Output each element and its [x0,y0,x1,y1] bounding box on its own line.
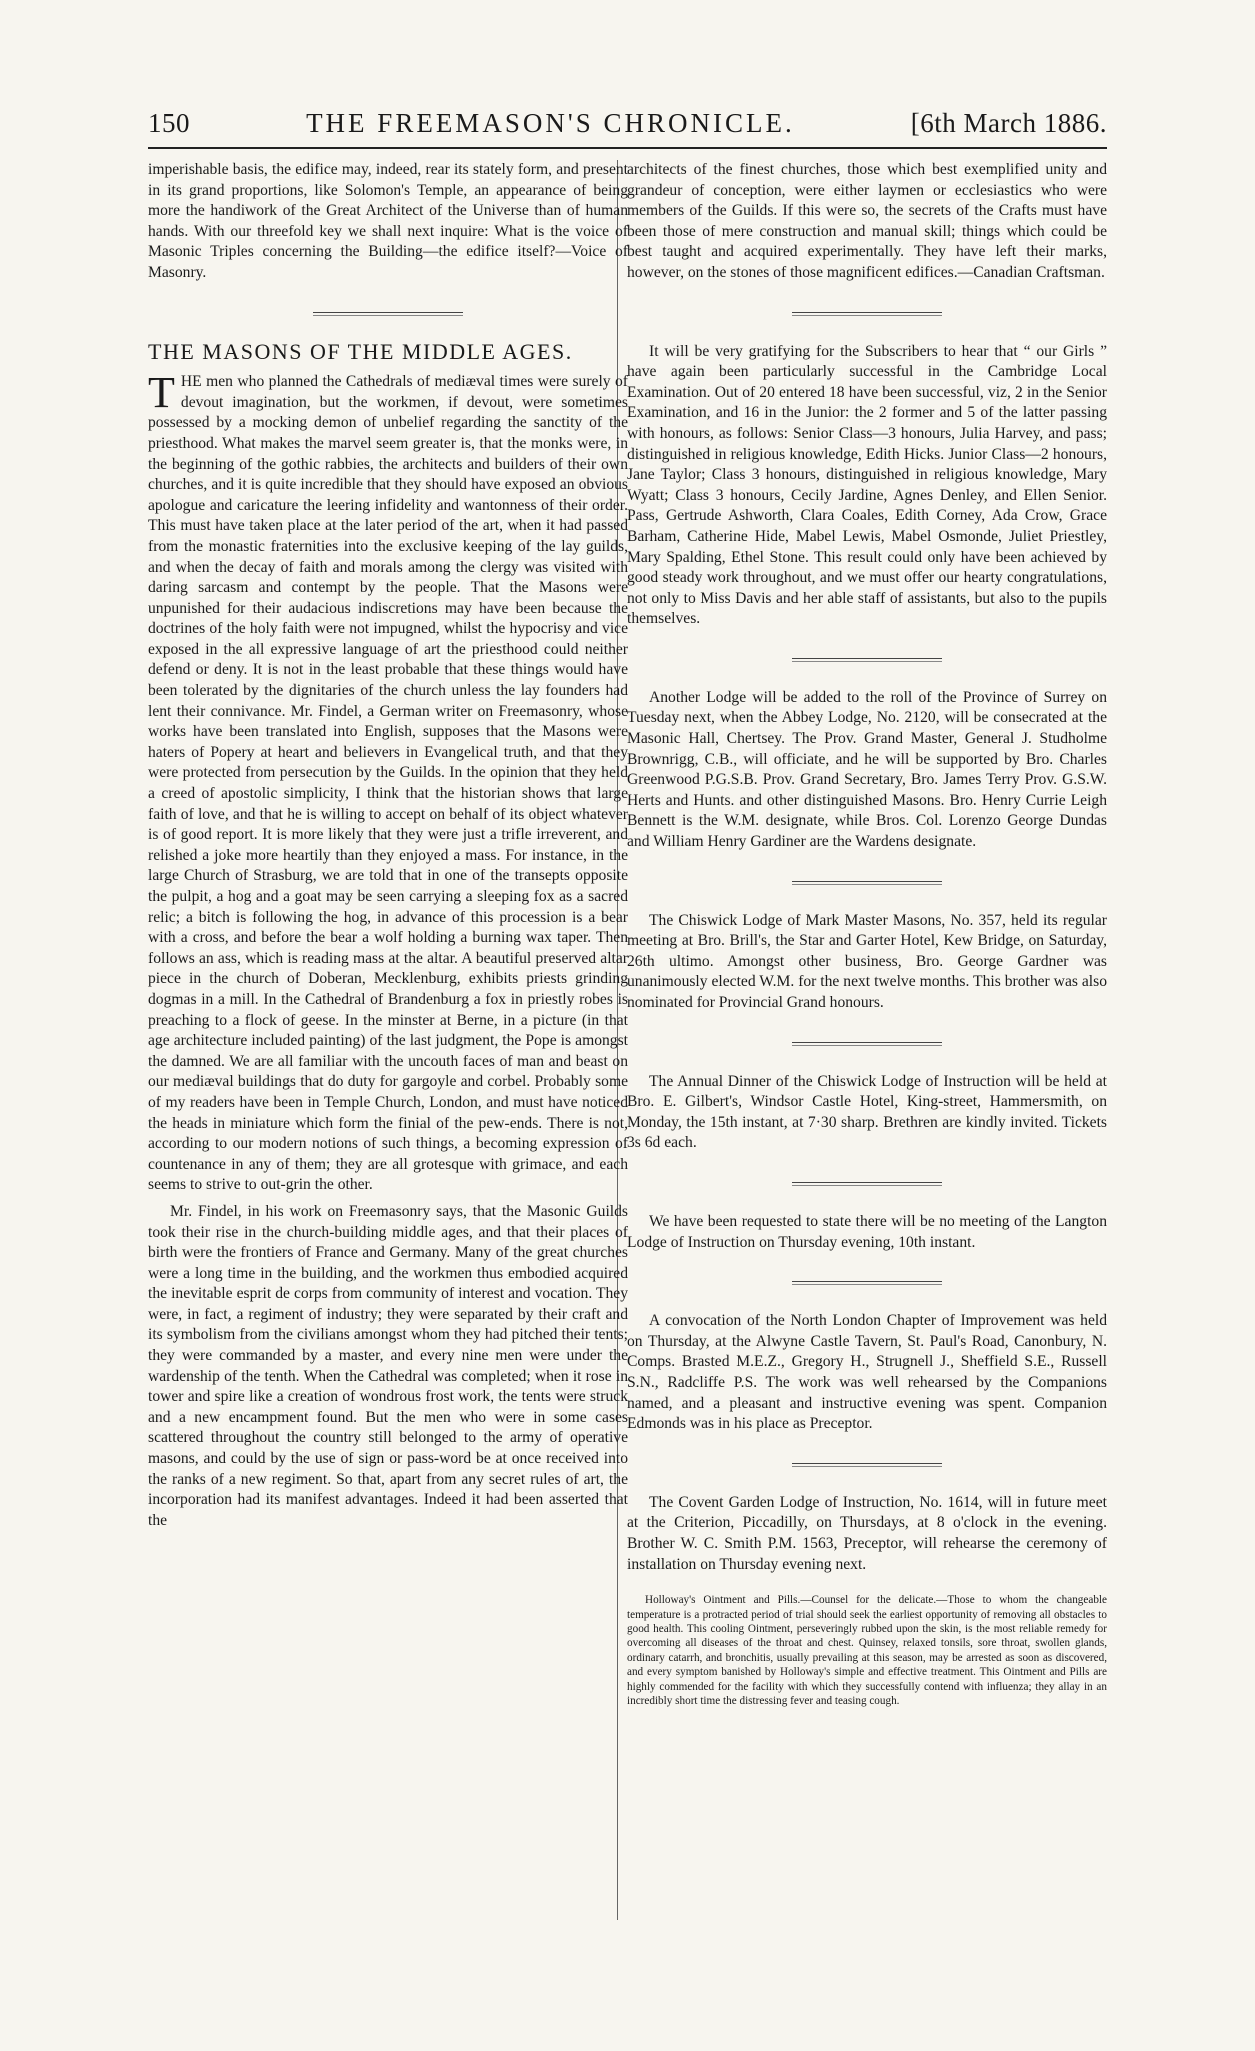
section-separator [792,881,942,885]
drop-cap: T [148,368,175,418]
left-column [148,160,628,1537]
page-header [148,108,1107,142]
section-separator [792,658,942,662]
article-paragraph [148,368,628,1196]
header-rule [148,147,1107,149]
news-item-covent-garden: The Covent Garden Lodge of Instruction, No. 1614, will in future meet at the Criterion, Piccadilly, on Thursdays, at 8 o'clock in the evening. Brother W. C. Smith P.M. 1563, Preceptor, will rehearse the ceremony of installation on Thursday evening next. [627,1493,1107,1573]
news-item-north-london-chapter: A convocation of the North London Chapter of Improvement was held on Thursday, at the Alwyne Castle Tavern, St. Paul's Road, Canonbury, N. Comps. Brasted M.E.Z., Gregory H., Strugnell J., Sheffield S.E., Russell S.N., Radcliffe P.S. The work was well rehearsed by the Companions named, and a pleasant and instructive evening was spent. Companion Edmonds was in his place as Preceptor. [627,1312,1107,1433]
article-heading: THE MASONS OF THE MIDDLE AGES. [148,338,573,364]
continued-paragraph: architects of the finest churches, those which best exemplified unity and grandeur of conception, were either laymen or ecclesiastics who were members of the Guilds. If this were so, the secrets of the Crafts must have been those of mere construction and manual skill; things which could be best taught and acquired experimentally. They have left their marks, however, on the stones of those magnificent edifices.—Canadian Craftsman. [627,161,1107,281]
news-item-langton-lodge: We have been requested to state there will be no meeting of the Langton Lodge of Instruction on Thursday evening, 10th instant. [627,1212,1107,1251]
news-item-girls-exam: It will be very gratifying for the Subscribers to hear that “ our Girls ” have again been particularly successful in the Cambridge Local Examination. Out of 20 entered 18 have been successful, viz, 2 in the Senior Examination, and 16 in the Junior: the 2 former and 5 of the latter passing with honours, as follows: Senior Class—3 honours, Julia Harvey, and pass; distinguished in religious knowledge, Edith Hicks. Junior Class—2 honours, Jane Taylor; Class 3 honours, distinguished in religious knowledge, Mary Wyatt; Class 3 honours, Cecily Jardine, Agnes Denley, and Ellen Senior. Pass, Gertrude Ashworth, Clara Coales, Edith Corney, Ada Crow, Grace Barham, Catherine Hide, Mabel Lewis, Mabel Osmonde, Juliet Priestley, Mary Spalding, Ethel Stone. This result could only have been achieved by good steady work throughout, and we must offer our hearty congratulations, not only to Miss Davis and her able staff of assistants, but also to the pupils themselves. [627,342,1107,628]
article-paragraph-2: Mr. Findel, in his work on Freemasonry says, that the Masonic Guilds took their rise in the church-building middle ages, and that their places of birth were the frontiers of France and Germany. Many of the great churches were a long time in the building, and the workmen thus embodied acquired the inevitable esprit de corps from community of interest and vocation. They were, in fact, a regiment of industry; they were separated by their craft and its symbolism from the civilians amongst whom they had pitched their tents; they were commanded by a master, and every nine men were under the wardenship of the tenth. When the Cathedral was completed; when it rose in tower and spire like a creation of wondrous frost work, the tents were struck and a new encampment found. But the men who were in some cases scattered throughout the country still belonged to the army of operative masons, and could by the use of sign or pass-word be at once received into the ranks of a new regiment. So that, apart from any secret rules of art, the incorporation had its manifest advantages. Indeed it had been asserted that the [148,1202,628,1529]
advertisement-holloway: Holloway's Ointment and Pills.—Counsel for the delicate.—Those to whom the changeable temperature is a protracted period of trial should seek the earliest opportunity of removing all obstacles to good health. This cooling Ointment, perseveringly rubbed upon the skin, is the most reliable remedy for overcoming all diseases of the throat and chest. Quinsey, relaxed tonsils, sore throat, swollen glands, ordinary catarrh, and bronchitis, usually prevailing at this season, may be arrested as soon as discovered, and every symptom banished by Holloway's simple and effective treatment. This Ointment and Pills are highly commended for the facility with which they successfully contend with influenza; they allay in an incredibly short time the distressing fever and teasing cough. [627,1594,1107,1707]
publication-title: THE FREEMASON'S CHRONICLE. [306,108,795,138]
intro-paragraph: imperishable basis, the edifice may, indeed, rear its stately form, and present in its grand proportions, like Solomon's Temple, an appearance of being more the handiwork of the Great Architect of the Universe than of human hands. With our threefold key we shall next inquire: What is the voice of Masonic Triples concerning the Building—the edifice itself?—Voice of Masonry. [148,161,628,281]
section-separator [792,1042,942,1046]
section-separator [313,312,463,316]
right-column [627,160,1107,1714]
section-separator [792,1182,942,1186]
news-item-abbey-lodge: Another Lodge will be added to the roll of the Province of Surrey on Tuesday next, when the Abbey Lodge, No. 2120, will be consecrated at the Masonic Hall, Chertsey. The Prov. Grand Master, General J. Studholme Brownrigg, C.B., will officiate, and he will be supported by Bro. Charles Greenwood P.G.S.B. Prov. Grand Secretary, Bro. James Terry Prov. G.S.W. Herts and Hunts. and other distinguished Masons. Bro. Henry Currie Leigh Bennett is the W.M. designate, while Bros. Col. Lorenzo George Dundas and William Henry Gardiner are the Wardens designate. [627,688,1107,851]
news-item-annual-dinner: The Annual Dinner of the Chiswick Lodge of Instruction will be held at Bro. E. Gilbert's, Windsor Castle Hotel, King-street, Hammersmith, on Monday, the 15th instant, at 7·30 sharp. Brethren are kindly invited. Tickets 3s 6d each. [627,1072,1107,1152]
section-separator [792,1281,942,1285]
article-paragraph-text: HE men who planned the Cathedrals of mediæval times were surely of devout imagination, but the workmen, if devout, were sometimes possessed by a mocking demon of unbelief regarding the sanctity of the priesthood. What makes the marvel seem greater is, that the monks were, in the beginning of the gothic rabbies, the architects and builders of their own churches, and it is quite incredible that they should have exposed an obvious apologue and caricature the leering infidelity and wantonness of their order. This must have taken place at the later period of the art, when it had passed from the monastic fraternities into the exclusive keeping of the lay guilds, and when the decay of faith and morals among the clergy was visited with daring sarcasm and contempt by the people. That the Masons were unpunished for their audacious indiscretions may have been because the doctrines of the holy faith were not impugned, whilst the hypocrisy and vice exposed in the all expressive language of art the priesthood could neither defend or deny. It is not in the least probable that these things would have been tolerated by the dignitaries of the church unless the lay founders had lent their connivance. Mr. Findel, a German writer on Freemasonry, whose works have been translated into English, supposes that the Masons were haters of Popery at heart and believers in Evangelical truth, and that they were protected from persecution by the Guilds. In the opinion that they held a creed of apostolic simplicity, I think that the historian shows that large faith of love, and that he is willing to accept on behalf of its object whatever is of good report. It is more likely that they were just a trifle irreverent, and relished a joke more heartily than they enjoyed a mass. For instance, in the large Church of Strasburg, we are told that in one of the transepts opposite the pulpit, a hog and a goat may be seen carrying a sleeping fox as a sacred relic; a bitch is following the hog, in advance of this procession is a bear with a cross, and before the bear a wolf holding a burning wax taper. Then follows an ass, which is reading mass at the altar. A beautiful preserved altar piece in the church of Doberan, Mecklenburg, exhibits priests grinding dogmas in a mill. In the Cathedral of Brandenburg a fox in priestly robes is preaching to a flock of geese. In the minster at Berne, in a picture (in that age architecture included painting) of the last judgment, the Pope is amongst the damned. We are all familiar with the uncouth faces of man and beast on our mediæval buildings that do duty for gargoyle and corbel. Probably some of my readers have been in Temple Church, London, and must have noticed the heads in miniature which form the finial of the pew-ends. There is not, according to our modern notions of such things, a becoming expression of countenance in any of them; they are all grotesque with grimace, and each seems to strive to out-grin the other. [148,373,628,1194]
page-number: 150 [148,108,190,138]
section-separator [792,1463,942,1467]
issue-date: [6th March 1886. [910,108,1107,138]
news-item-chiswick-mark: The Chiswick Lodge of Mark Master Masons, No. 357, held its regular meeting at Bro. Brill's, the Star and Garter Hotel, Kew Bridge, on Saturday, 26th ultimo. Amongst other business, Bro. George Gardner was unanimously elected W.M. for the next twelve months. This brother was also nominated for Provincial Grand honours. [627,911,1107,1011]
section-separator [792,312,942,316]
